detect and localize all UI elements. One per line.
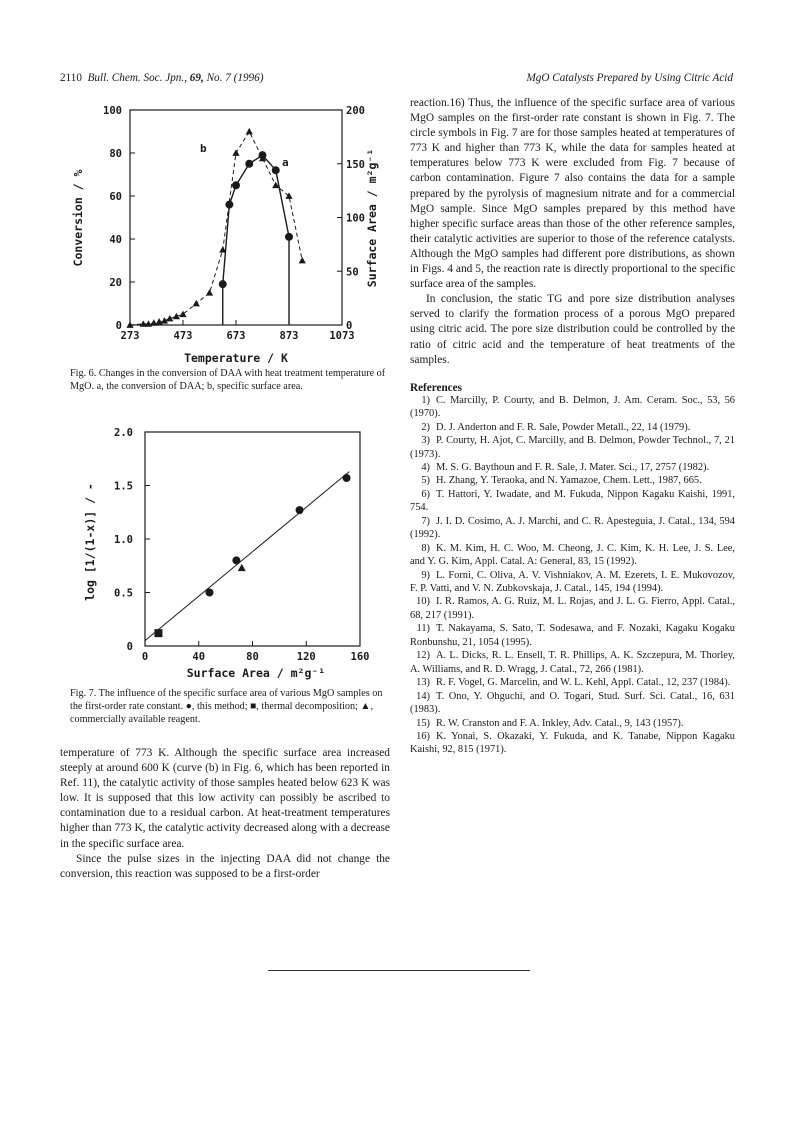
reference-item	[410, 394, 735, 421]
fig6-ytick-label-right: 50	[346, 266, 359, 279]
reference-item	[410, 461, 735, 474]
fig6-xtick-label: 1073	[329, 330, 355, 342]
fig7-point-this-method	[232, 556, 240, 564]
issue: No. 7 (1996)	[206, 72, 264, 84]
fig7-xtick-label: 120	[296, 651, 316, 663]
fig6-series	[126, 128, 305, 328]
fig6-ylabel-left: Conversion / %	[71, 169, 85, 267]
reference-number: 7)	[421, 515, 430, 527]
fig6-xtick-label: 473	[173, 330, 193, 342]
journal-name: Bull. Chem. Soc. Jpn.,	[87, 72, 187, 84]
reference-item	[410, 515, 735, 542]
fig6-series-a-point	[245, 160, 253, 168]
reference-item	[410, 474, 735, 487]
reference-number: 12)	[416, 650, 430, 662]
reference-text: T. Nakayama, S. Sato, T. Sodesawa, and F. Nozaki, Kagaku Kogaku Ronbunshu, 21, 1054 (1995).	[410, 623, 735, 648]
fig6-caption: Fig. 6. Changes in the conversion of DAA with heat treatment temperature of MgO. a, the conversion of DAA; b, specific surface area.	[70, 368, 386, 393]
fig6-xtick-label: 873	[279, 330, 299, 342]
fig7-point-this-method	[296, 506, 304, 514]
fig6-ytick-label-left: 60	[109, 191, 122, 203]
reference-item	[410, 730, 735, 757]
fig6-series-b-point	[299, 257, 306, 263]
fig6-ylabel-right: Surface Area / m²g⁻¹	[365, 148, 379, 288]
fig7-point-this-method	[343, 474, 351, 482]
fig6-ytick-label-right: 100	[346, 212, 365, 225]
fig6-ytick-label-left: 80	[109, 148, 122, 160]
right-column	[410, 96, 735, 757]
reference-text: T. Hattori, Y. Iwadate, and M. Fukuda, Nippon Kagaku Kaishi, 1991, 754.	[410, 488, 735, 514]
fig6-series-b-point	[246, 128, 253, 134]
header-left	[60, 72, 263, 84]
fig6-series-a-point	[272, 166, 280, 174]
fig6-series-b-point	[193, 300, 200, 306]
reference-number: 6)	[421, 488, 430, 500]
fig7-caption: Fig. 7. The influence of the specific surface area of various MgO samples on the first-order rate constant. ●, this method; ■, thermal decomposition; ▲, commercially available reagent.	[70, 688, 383, 726]
fig6-series-a-point	[259, 151, 267, 159]
fig7-point-commercial	[238, 564, 246, 571]
fig7-ytick-label: 2.0	[114, 427, 133, 439]
reference-number: 10)	[416, 596, 430, 608]
reference-text: P. Courty, H. Ajot, C. Marcilly, and B. Delmon, Powder Technol., 7, 21 (1973).	[410, 435, 735, 460]
fig6-frame	[130, 110, 342, 325]
reference-number: 2)	[421, 421, 430, 433]
running-title: MgO Catalysts Prepared by Using Citric Acid	[526, 72, 733, 84]
reference-text: J. I. D. Cosimo, A. J. Marchi, and C. R. Apesteguia, J. Catal., 134, 594 (1992).	[410, 515, 735, 541]
figure-7	[60, 424, 390, 680]
fig7-ylabel: log [1/(1-x)] / -	[83, 483, 97, 601]
reference-item	[410, 676, 735, 689]
left-column-text	[60, 746, 390, 882]
reference-number: 3)	[421, 435, 430, 447]
figure-6	[60, 100, 390, 365]
reference-item	[410, 649, 735, 676]
right-paragraph-1: reaction.16) Thus, the influence of the specific surface area of various MgO samples on the first-order rate constant is shown in Fig. 7. The circle symbols in Fig. 7 are for those samples heated at temperatures of 773 K and higher than 773 K, while the data for samples heated at temperatures below 773 K were excluded from Fig. 7 because of carbon contamination. Figure 7 also contains the data for a sample prepared by the pyrolysis of magnesium nitrate and for a commercial MgO sample. Since MgO samples prepared by this method have higher specific surface areas than those of the other reference samples, their catalytic activities are superior to those of the reference catalysts. Although the MgO samples had different pore distributions, as shown in Figs. 4 and 5, the reaction rate is directly proportional to the specific surface area of the samples.	[410, 97, 735, 291]
fig6-ytick-label-right: 150	[346, 158, 365, 171]
running-header	[60, 72, 733, 88]
fig6-series-a-point	[225, 201, 233, 209]
footer-rule	[268, 970, 530, 971]
page-number: 2110	[60, 72, 82, 84]
fig6-ytick-label-right: 200	[346, 105, 365, 117]
reference-item	[410, 569, 735, 596]
references-heading: References	[410, 381, 462, 394]
reference-text: C. Marcilly, P. Courty, and B. Delmon, J. Am. Ceram. Soc., 53, 56 (1970).	[410, 394, 735, 420]
fig6-chart	[60, 100, 390, 365]
fig7-xtick-label: 80	[246, 651, 259, 663]
references-list	[410, 394, 735, 757]
fig7-point-this-method	[206, 589, 214, 597]
fig6-label-b: b	[200, 142, 207, 155]
reference-number: 9)	[421, 569, 430, 581]
fig6-ytick-label-left: 0	[115, 320, 122, 332]
fig7-xtick-label: 0	[141, 651, 149, 663]
fig6-ytick-label-right: 0	[346, 320, 353, 332]
reference-item	[410, 434, 735, 461]
reference-text: M. S. G. Baythoun and F. R. Sale, J. Mater. Sci., 17, 2757 (1982).	[436, 461, 710, 473]
reference-text: K. M. Kim, H. C. Woo, M. Cheong, J. C. Kim, K. H. Lee, J. S. Lee, and Y. G. Kim, Appl. Catal. A: General, 83, 15 (1992).	[410, 542, 735, 568]
fig7-series	[145, 472, 351, 641]
reference-number: 16)	[416, 731, 430, 743]
reference-item	[410, 542, 735, 569]
fig7-point-thermal-decomposition	[154, 629, 162, 637]
reference-number: 8)	[421, 542, 430, 554]
fig6-ticks	[103, 105, 365, 342]
reference-number: 5)	[421, 475, 430, 487]
fig6-series-b-line	[130, 132, 302, 326]
reference-item	[410, 595, 735, 622]
reference-item	[410, 622, 735, 649]
fig7-chart	[60, 424, 390, 680]
reference-text: L. Forni, C. Oliva, A. V. Vishniakov, A. M. Ezerets, I. E. Mukovozov, F. P. Vatti, and V. N. Zubkovskaja, J. Catal., 145, 194 (1994).	[410, 569, 735, 595]
reference-number: 1)	[421, 394, 430, 406]
reference-text: T. Ono, Y. Ohguchi, and O. Togari, Stud. Surf. Sci. Catal., 16, 631 (1983).	[410, 690, 735, 716]
fig7-ytick-label: 0	[126, 641, 133, 653]
fig6-ytick-label-left: 40	[109, 234, 122, 246]
reference-text: K. Yonai, S. Okazaki, Y. Fukuda, and K. Tanabe, Nippon Kagaku Kaishi, 92, 815 (1971).	[410, 731, 735, 756]
reference-number: 11)	[416, 623, 430, 635]
fig7-xtick-label: 40	[192, 651, 206, 663]
reference-number: 4)	[421, 461, 430, 473]
fig7-fit-line	[145, 472, 349, 641]
reference-text: H. Zhang, Y. Teraoka, and N. Yamazoe, Chem. Lett., 1987, 665.	[436, 475, 702, 487]
fig7-ytick-label: 0.5	[114, 587, 133, 600]
reference-item	[410, 690, 735, 717]
fig6-label-a: a	[282, 156, 289, 169]
reference-text: R. W. Cranston and F. A. Inkley, Adv. Catal., 9, 143 (1957).	[436, 717, 684, 729]
reference-number: 14)	[416, 690, 430, 702]
fig6-xlabel: Temperature / K	[184, 351, 288, 365]
right-paragraph-2: In conclusion, the static TG and pore size distribution analyses served to clarify the formation process of a porous MgO prepared using citric acid. The pore size distribution could be controlled by the ratio of citric acid and the temperature of heat treatments of the samples.	[410, 293, 735, 366]
fig6-ytick-label-left: 100	[103, 105, 122, 117]
reference-number: 13)	[416, 677, 430, 689]
fig7-ticks	[114, 427, 369, 663]
left-paragraph-1: temperature of 773 K. Although the specific surface area increased steeply at around 600 K (curve (b) in Fig. 6, which has been reported in Ref. 11), the catalytic activity of those samples heated below 623 K was low. It is supposed that this low activity can possibly be ascribed to contamination due to a residual carbon. At heat-treatment temperatures higher than 773 K, the catalytic activity decreased along with a decrease in the specific surface area.	[60, 747, 390, 850]
fig7-ytick-label: 1.0	[114, 534, 133, 546]
fig6-series-b-point	[150, 319, 157, 325]
fig6-series-a-point	[285, 233, 293, 241]
reference-text: R. F. Vogel, G. Marcelin, and W. L. Kehl, Appl. Catal., 12, 237 (1984).	[436, 677, 731, 689]
reference-text: I. R. Ramos, A. G. Ruiz, M. L. Rojas, and J. L. G. Fierro, Appl. Catal., 68, 217 (1991).	[410, 596, 735, 621]
reference-item	[410, 488, 735, 515]
fig6-series-a-point	[219, 280, 227, 288]
fig6-series-b-point	[206, 289, 213, 295]
reference-item	[410, 717, 735, 730]
left-paragraph-2: Since the pulse sizes in the injecting DAA did not change the conversion, this reaction was supposed to be a first-order	[60, 852, 390, 880]
fig6-xtick-label: 673	[226, 330, 246, 342]
fig7-xtick-label: 160	[350, 651, 370, 663]
fig7-ytick-label: 1.5	[114, 480, 133, 493]
reference-text: D. J. Anderton and F. R. Sale, Powder Metall., 22, 14 (1979).	[436, 421, 691, 433]
reference-text: A. L. Dicks, R. L. Ensell, T. R. Phillips, A. K. Szczepura, M. Thorley, A. Williams, and R. D. Wragg, J. Catal., 72, 266 (1981).	[410, 650, 735, 675]
fig7-xlabel: Surface Area / m²g⁻¹	[186, 666, 326, 680]
fig6-ytick-label-left: 20	[109, 277, 122, 289]
reference-number: 15)	[416, 717, 430, 729]
volume: 69,	[189, 72, 204, 84]
reference-item	[410, 421, 735, 434]
fig6-series-a-point	[232, 181, 240, 189]
fig6-xtick-label: 273	[120, 330, 140, 342]
fig6-series-b-point	[232, 149, 239, 155]
